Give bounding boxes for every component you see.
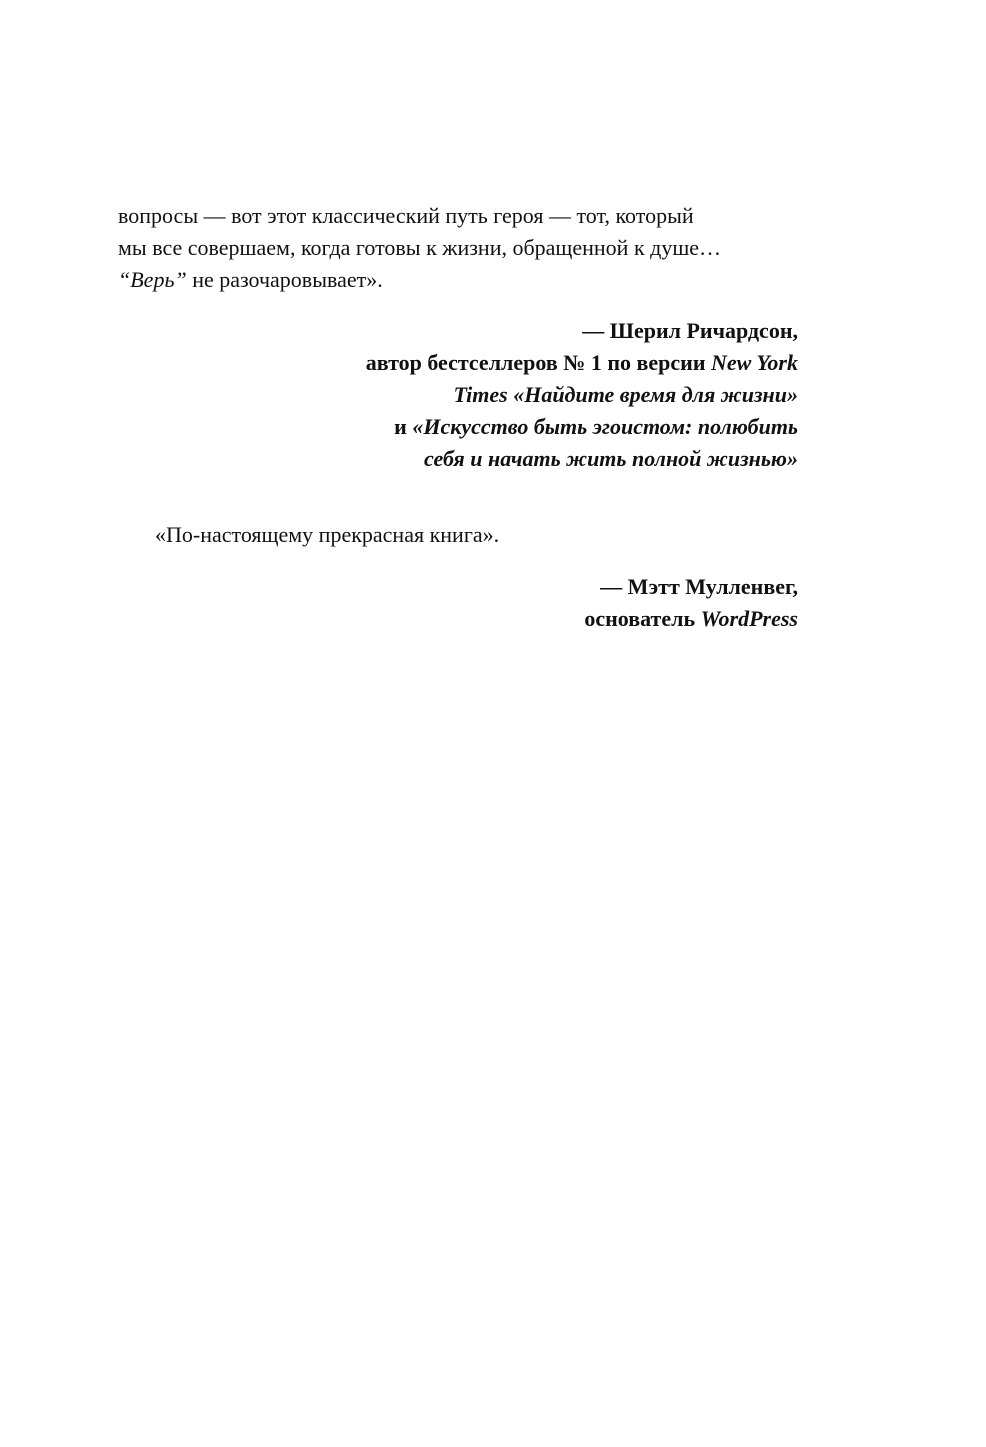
book-title: “Верь” (118, 267, 187, 292)
quote-text: не разочаровывает». (186, 267, 383, 292)
author-description-text: и (394, 414, 413, 439)
author-description (118, 603, 798, 635)
quote-line: «По-настоящему прекрасная книга». (155, 522, 500, 547)
company-name: WordPress (700, 606, 798, 631)
attribution-richardson (118, 315, 798, 475)
quote-line: вопросы — вот этот классический путь героя — тот, который (118, 203, 694, 228)
author-description (118, 411, 798, 443)
quote-paragraph (118, 519, 798, 551)
author-name: — Мэтт Мулленвег, (600, 574, 798, 599)
publication-name: New York (711, 350, 798, 375)
author-description (118, 379, 798, 411)
quote-paragraph (118, 200, 798, 296)
book-title: себя и начать жить полной жизнью» (424, 446, 798, 471)
attribution-mullenweg (118, 571, 798, 635)
author-description (118, 347, 798, 379)
quote-line (118, 264, 798, 296)
book-title: «Искусство быть эгоистом: полюбить (412, 414, 798, 439)
author-description-text: автор бестселлеров № 1 по версии (365, 350, 711, 375)
author-name: — Шерил Ричардсон, (582, 318, 798, 343)
book-title: Times «Найдите время для жизни» (453, 382, 798, 407)
quote-line: мы все совершаем, когда готовы к жизни, обращенной к душе… (118, 235, 722, 260)
author-description-text: основатель (584, 606, 701, 631)
author-description (118, 443, 798, 475)
